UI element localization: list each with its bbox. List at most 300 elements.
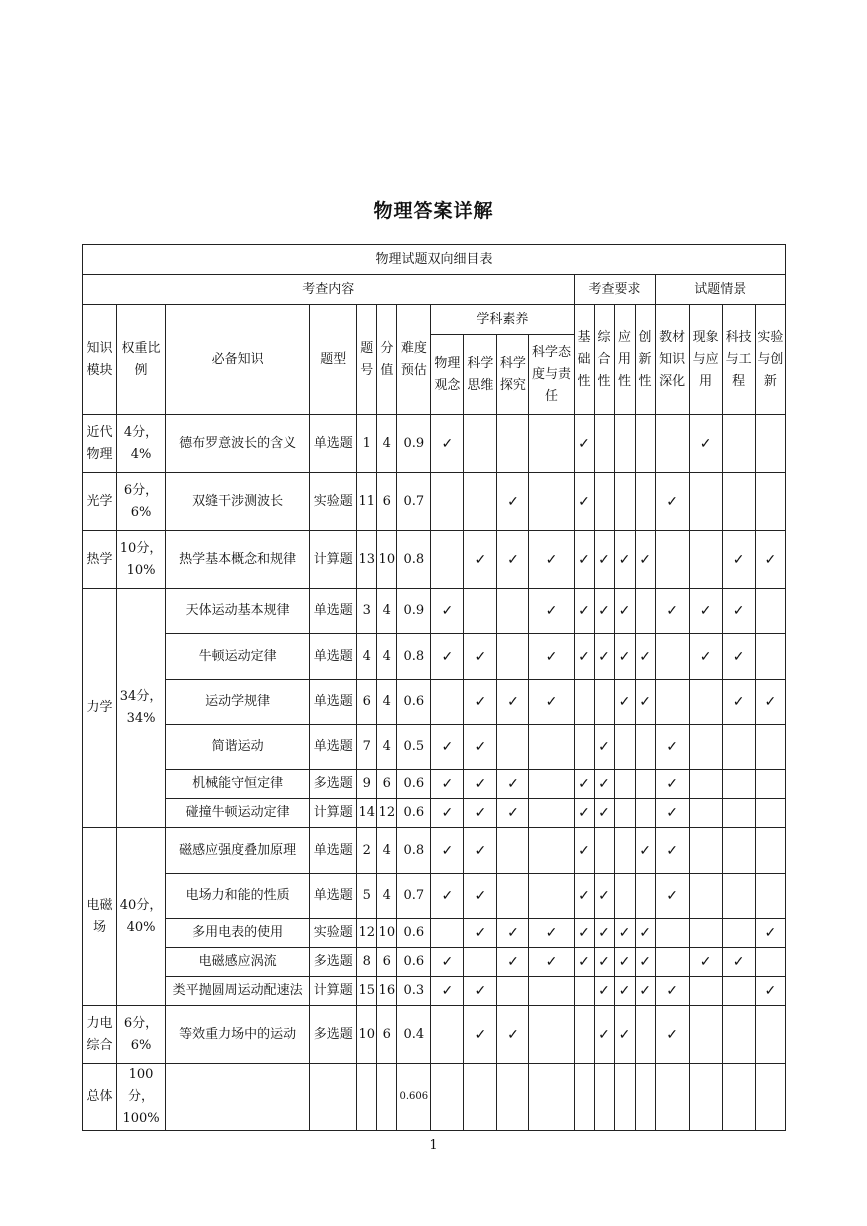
cell-lit-1-check: ✓ — [464, 828, 497, 874]
cell-lit-1 — [464, 589, 497, 634]
cell-req-2 — [614, 799, 635, 828]
cell-ctx-1 — [689, 680, 722, 725]
cell-number: 3 — [357, 589, 377, 634]
cell-req-3-check: ✓ — [635, 948, 655, 977]
cell-req-3 — [635, 799, 655, 828]
cell-difficulty: 0.6 — [397, 680, 431, 725]
cell-req-1-check: ✓ — [594, 874, 614, 919]
cell-empty — [689, 1064, 722, 1131]
cell-difficulty: 0.606 — [397, 1064, 431, 1131]
table-row — [83, 1006, 786, 1064]
cell-difficulty: 0.8 — [397, 828, 431, 874]
cell-ctx-3-check: ✓ — [755, 977, 785, 1006]
cell-weight: 100分，100% — [117, 1064, 166, 1131]
cell-lit-2-check: ✓ — [497, 799, 529, 828]
cell-ctx-1 — [689, 874, 722, 919]
cell-lit-2-check: ✓ — [497, 770, 529, 799]
cell-lit-2-check: ✓ — [497, 473, 529, 531]
cell-ctx-0-check: ✓ — [655, 799, 689, 828]
cell-lit-1-check: ✓ — [464, 919, 497, 948]
cell-lit-1-check: ✓ — [464, 977, 497, 1006]
cell-ctx-2 — [722, 770, 755, 799]
cell-difficulty: 0.6 — [397, 799, 431, 828]
cell-knowledge: 碰撞牛顿运动定律 — [166, 799, 310, 828]
cell-req-3 — [635, 473, 655, 531]
cell-lit-2-check: ✓ — [497, 680, 529, 725]
cell-lit-2 — [497, 977, 529, 1006]
cell-req-1-check: ✓ — [594, 1006, 614, 1064]
cell-ctx-1 — [689, 919, 722, 948]
cell-number: 14 — [357, 799, 377, 828]
col-literacy-group: 学科素养 — [431, 305, 574, 335]
cell-lit-1-check: ✓ — [464, 634, 497, 680]
cell-weight: 34分，34% — [117, 589, 166, 828]
cell-lit-2 — [497, 874, 529, 919]
cell-difficulty: 0.9 — [397, 415, 431, 473]
cell-knowledge: 类平抛圆周运动配速法 — [166, 977, 310, 1006]
table-row-total — [83, 1064, 786, 1131]
cell-req-3 — [635, 874, 655, 919]
cell-empty — [574, 1064, 594, 1131]
col-lit-3: 科学态度与责任 — [529, 335, 574, 415]
cell-weight: 4分，4% — [117, 415, 166, 473]
col-ctx-0: 教材知识深化 — [655, 305, 689, 415]
table-row — [83, 680, 786, 725]
cell-req-2-check: ✓ — [614, 948, 635, 977]
cell-ctx-2-check: ✓ — [722, 531, 755, 589]
cell-ctx-1 — [689, 725, 722, 770]
cell-lit-3-check: ✓ — [529, 919, 574, 948]
cell-ctx-0-check: ✓ — [655, 1006, 689, 1064]
cell-req-0-check: ✓ — [574, 770, 594, 799]
cell-difficulty: 0.8 — [397, 531, 431, 589]
cell-empty — [431, 1064, 464, 1131]
cell-module: 近代物理 — [83, 415, 117, 473]
table-caption: 物理试题双向细目表 — [83, 245, 786, 275]
cell-req-2-check: ✓ — [614, 634, 635, 680]
cell-req-0 — [574, 977, 594, 1006]
cell-ctx-2 — [722, 874, 755, 919]
table-row — [83, 799, 786, 828]
header-content: 考查内容 — [83, 275, 575, 305]
cell-number: 12 — [357, 919, 377, 948]
cell-type: 多选题 — [310, 948, 357, 977]
table-row — [83, 589, 786, 634]
cell-module: 光学 — [83, 473, 117, 531]
cell-ctx-1 — [689, 799, 722, 828]
cell-lit-3 — [529, 977, 574, 1006]
col-weight: 权重比例 — [117, 305, 166, 415]
cell-ctx-1 — [689, 828, 722, 874]
cell-type: 实验题 — [310, 919, 357, 948]
cell-lit-3 — [529, 473, 574, 531]
cell-req-3 — [635, 415, 655, 473]
cell-req-1 — [594, 680, 614, 725]
cell-weight: 40分，40% — [117, 828, 166, 1006]
cell-ctx-3 — [755, 634, 785, 680]
cell-ctx-0-check: ✓ — [655, 725, 689, 770]
cell-score: 6 — [377, 473, 397, 531]
cell-req-0-check: ✓ — [574, 919, 594, 948]
cell-req-2 — [614, 770, 635, 799]
cell-score: 16 — [377, 977, 397, 1006]
cell-difficulty: 0.4 — [397, 1006, 431, 1064]
cell-lit-1 — [464, 948, 497, 977]
cell-score: 4 — [377, 725, 397, 770]
col-module: 知识模块 — [83, 305, 117, 415]
cell-score: 6 — [377, 948, 397, 977]
cell-ctx-0 — [655, 680, 689, 725]
cell-req-0-check: ✓ — [574, 634, 594, 680]
cell-number — [357, 1064, 377, 1131]
cell-req-2 — [614, 874, 635, 919]
cell-lit-2 — [497, 415, 529, 473]
cell-lit-3 — [529, 828, 574, 874]
cell-lit-1-check: ✓ — [464, 874, 497, 919]
cell-empty — [614, 1064, 635, 1131]
cell-ctx-1 — [689, 770, 722, 799]
cell-ctx-3 — [755, 799, 785, 828]
cell-knowledge: 天体运动基本规律 — [166, 589, 310, 634]
cell-req-3 — [635, 725, 655, 770]
cell-req-2 — [614, 725, 635, 770]
table-row — [83, 828, 786, 874]
cell-req-1 — [594, 828, 614, 874]
cell-req-2 — [614, 473, 635, 531]
cell-lit-3-check: ✓ — [529, 680, 574, 725]
cell-lit-3-check: ✓ — [529, 531, 574, 589]
cell-lit-3 — [529, 770, 574, 799]
cell-req-1 — [594, 473, 614, 531]
cell-difficulty: 0.6 — [397, 948, 431, 977]
cell-req-3-check: ✓ — [635, 531, 655, 589]
cell-empty — [755, 1064, 785, 1131]
col-score: 分值 — [377, 305, 397, 415]
cell-ctx-0 — [655, 634, 689, 680]
col-ctx-2: 科技与工程 — [722, 305, 755, 415]
cell-req-1-check: ✓ — [594, 799, 614, 828]
cell-lit-0-check: ✓ — [431, 770, 464, 799]
cell-score: 4 — [377, 680, 397, 725]
cell-knowledge: 德布罗意波长的含义 — [166, 415, 310, 473]
cell-knowledge: 简谐运动 — [166, 725, 310, 770]
page-number: 1 — [429, 1138, 438, 1153]
cell-lit-3 — [529, 874, 574, 919]
cell-type — [310, 1064, 357, 1131]
cell-lit-3 — [529, 799, 574, 828]
cell-ctx-0-check: ✓ — [655, 977, 689, 1006]
cell-ctx-0 — [655, 415, 689, 473]
cell-ctx-2 — [722, 977, 755, 1006]
cell-lit-0-check: ✓ — [431, 828, 464, 874]
cell-req-3-check: ✓ — [635, 977, 655, 1006]
cell-module: 电磁场 — [83, 828, 117, 1006]
cell-score: 4 — [377, 828, 397, 874]
table-row — [83, 874, 786, 919]
cell-knowledge: 牛顿运动定律 — [166, 634, 310, 680]
cell-req-0-check: ✓ — [574, 415, 594, 473]
cell-ctx-1-check: ✓ — [689, 589, 722, 634]
cell-score: 12 — [377, 799, 397, 828]
cell-ctx-3 — [755, 589, 785, 634]
cell-req-1-check: ✓ — [594, 531, 614, 589]
cell-req-0-check: ✓ — [574, 473, 594, 531]
cell-knowledge: 机械能守恒定律 — [166, 770, 310, 799]
cell-lit-2-check: ✓ — [497, 531, 529, 589]
cell-lit-0-check: ✓ — [431, 634, 464, 680]
cell-number: 7 — [357, 725, 377, 770]
col-req-3: 创新性 — [635, 305, 655, 415]
cell-difficulty: 0.5 — [397, 725, 431, 770]
cell-ctx-2 — [722, 473, 755, 531]
cell-lit-3 — [529, 725, 574, 770]
cell-ctx-3-check: ✓ — [755, 919, 785, 948]
cell-type: 单选题 — [310, 415, 357, 473]
cell-req-1-check: ✓ — [594, 725, 614, 770]
col-difficulty: 难度预估 — [397, 305, 431, 415]
col-req-2: 应用性 — [614, 305, 635, 415]
cell-ctx-3 — [755, 770, 785, 799]
cell-number: 13 — [357, 531, 377, 589]
cell-ctx-3 — [755, 874, 785, 919]
table-row — [83, 531, 786, 589]
cell-req-0-check: ✓ — [574, 874, 594, 919]
cell-lit-2 — [497, 828, 529, 874]
cell-score: 10 — [377, 531, 397, 589]
cell-ctx-1 — [689, 1006, 722, 1064]
cell-lit-1 — [464, 415, 497, 473]
cell-ctx-0-check: ✓ — [655, 828, 689, 874]
cell-lit-1-check: ✓ — [464, 1006, 497, 1064]
cell-lit-0 — [431, 1006, 464, 1064]
cell-req-1-check: ✓ — [594, 770, 614, 799]
col-ctx-1: 现象与应用 — [689, 305, 722, 415]
cell-type: 计算题 — [310, 977, 357, 1006]
cell-knowledge: 运动学规律 — [166, 680, 310, 725]
table-row — [83, 948, 786, 977]
cell-ctx-1 — [689, 473, 722, 531]
cell-score: 4 — [377, 589, 397, 634]
cell-weight: 6分，6% — [117, 1006, 166, 1064]
cell-type: 单选题 — [310, 589, 357, 634]
cell-ctx-2 — [722, 919, 755, 948]
cell-knowledge: 多用电表的使用 — [166, 919, 310, 948]
cell-type: 单选题 — [310, 680, 357, 725]
cell-score: 6 — [377, 770, 397, 799]
cell-ctx-3 — [755, 948, 785, 977]
cell-module: 总体 — [83, 1064, 117, 1131]
cell-lit-3 — [529, 415, 574, 473]
cell-ctx-3-check: ✓ — [755, 680, 785, 725]
cell-type: 多选题 — [310, 770, 357, 799]
cell-lit-3-check: ✓ — [529, 589, 574, 634]
cell-ctx-0 — [655, 919, 689, 948]
cell-ctx-3 — [755, 415, 785, 473]
cell-lit-0-check: ✓ — [431, 799, 464, 828]
cell-number: 15 — [357, 977, 377, 1006]
cell-number: 4 — [357, 634, 377, 680]
cell-lit-3 — [529, 1006, 574, 1064]
cell-lit-1-check: ✓ — [464, 725, 497, 770]
cell-lit-0 — [431, 919, 464, 948]
cell-ctx-1-check: ✓ — [689, 634, 722, 680]
cell-req-3-check: ✓ — [635, 680, 655, 725]
cell-req-1-check: ✓ — [594, 919, 614, 948]
header-requirements: 考查要求 — [574, 275, 655, 305]
cell-score: 6 — [377, 1006, 397, 1064]
cell-difficulty: 0.9 — [397, 589, 431, 634]
table-row — [83, 473, 786, 531]
cell-req-0-check: ✓ — [574, 948, 594, 977]
col-number: 题号 — [357, 305, 377, 415]
cell-difficulty: 0.8 — [397, 634, 431, 680]
cell-lit-0-check: ✓ — [431, 725, 464, 770]
cell-ctx-2-check: ✓ — [722, 948, 755, 977]
cell-lit-1-check: ✓ — [464, 799, 497, 828]
cell-score: 4 — [377, 415, 397, 473]
table-row — [83, 634, 786, 680]
cell-req-2 — [614, 828, 635, 874]
cell-knowledge: 电场力和能的性质 — [166, 874, 310, 919]
cell-lit-1 — [464, 473, 497, 531]
cell-req-0 — [574, 1006, 594, 1064]
cell-type: 单选题 — [310, 725, 357, 770]
cell-ctx-2 — [722, 828, 755, 874]
table-row — [83, 770, 786, 799]
cell-req-3-check: ✓ — [635, 828, 655, 874]
table-row — [83, 977, 786, 1006]
cell-req-1-check: ✓ — [594, 589, 614, 634]
cell-ctx-0-check: ✓ — [655, 473, 689, 531]
cell-type: 单选题 — [310, 874, 357, 919]
cell-ctx-2 — [722, 1006, 755, 1064]
cell-req-0 — [574, 680, 594, 725]
cell-req-0-check: ✓ — [574, 799, 594, 828]
cell-req-3 — [635, 770, 655, 799]
cell-lit-0-check: ✓ — [431, 874, 464, 919]
cell-difficulty: 0.7 — [397, 473, 431, 531]
cell-weight: 10分，10% — [117, 531, 166, 589]
cell-ctx-2 — [722, 799, 755, 828]
cell-difficulty: 0.6 — [397, 919, 431, 948]
cell-ctx-2-check: ✓ — [722, 634, 755, 680]
cell-score: 4 — [377, 874, 397, 919]
cell-lit-3-check: ✓ — [529, 948, 574, 977]
page-title: 物理答案详解 — [373, 200, 494, 222]
cell-ctx-0-check: ✓ — [655, 770, 689, 799]
col-ctx-3: 实验与创新 — [755, 305, 785, 415]
cell-req-3-check: ✓ — [635, 634, 655, 680]
cell-lit-0 — [431, 473, 464, 531]
cell-lit-2 — [497, 725, 529, 770]
cell-difficulty: 0.7 — [397, 874, 431, 919]
col-knowledge: 必备知识 — [166, 305, 310, 415]
cell-number: 1 — [357, 415, 377, 473]
cell-knowledge: 双缝干涉测波长 — [166, 473, 310, 531]
cell-req-2-check: ✓ — [614, 531, 635, 589]
cell-number: 5 — [357, 874, 377, 919]
cell-number: 11 — [357, 473, 377, 531]
cell-lit-1-check: ✓ — [464, 680, 497, 725]
cell-req-2-check: ✓ — [614, 589, 635, 634]
cell-req-1-check: ✓ — [594, 634, 614, 680]
cell-difficulty: 0.6 — [397, 770, 431, 799]
cell-empty — [464, 1064, 497, 1131]
cell-lit-0-check: ✓ — [431, 977, 464, 1006]
cell-ctx-3-check: ✓ — [755, 531, 785, 589]
cell-lit-3-check: ✓ — [529, 634, 574, 680]
cell-ctx-0 — [655, 948, 689, 977]
cell-score: 4 — [377, 634, 397, 680]
cell-number: 8 — [357, 948, 377, 977]
cell-knowledge: 电磁感应涡流 — [166, 948, 310, 977]
cell-score: 10 — [377, 919, 397, 948]
cell-number: 10 — [357, 1006, 377, 1064]
cell-ctx-2-check: ✓ — [722, 589, 755, 634]
cell-req-1-check: ✓ — [594, 977, 614, 1006]
cell-empty — [635, 1064, 655, 1131]
cell-ctx-0-check: ✓ — [655, 874, 689, 919]
cell-weight: 6分，6% — [117, 473, 166, 531]
cell-ctx-2 — [722, 415, 755, 473]
cell-score — [377, 1064, 397, 1131]
col-lit-0: 物理观念 — [431, 335, 464, 415]
col-req-0: 基础性 — [574, 305, 594, 415]
cell-empty — [594, 1064, 614, 1131]
cell-empty — [655, 1064, 689, 1131]
cell-knowledge: 磁感应强度叠加原理 — [166, 828, 310, 874]
cell-lit-1-check: ✓ — [464, 531, 497, 589]
cell-lit-0 — [431, 680, 464, 725]
cell-empty — [497, 1064, 529, 1131]
cell-req-3 — [635, 589, 655, 634]
cell-ctx-3 — [755, 828, 785, 874]
cell-ctx-3 — [755, 473, 785, 531]
cell-req-0 — [574, 725, 594, 770]
cell-lit-2 — [497, 589, 529, 634]
cell-req-2-check: ✓ — [614, 680, 635, 725]
cell-lit-0-check: ✓ — [431, 415, 464, 473]
cell-number: 6 — [357, 680, 377, 725]
cell-lit-2-check: ✓ — [497, 919, 529, 948]
col-req-1: 综合性 — [594, 305, 614, 415]
cell-type: 实验题 — [310, 473, 357, 531]
col-type: 题型 — [310, 305, 357, 415]
cell-difficulty: 0.3 — [397, 977, 431, 1006]
cell-ctx-1-check: ✓ — [689, 415, 722, 473]
cell-lit-0 — [431, 531, 464, 589]
cell-ctx-3 — [755, 1006, 785, 1064]
cell-ctx-1 — [689, 977, 722, 1006]
cell-knowledge: 等效重力场中的运动 — [166, 1006, 310, 1064]
cell-lit-2 — [497, 634, 529, 680]
cell-lit-1-check: ✓ — [464, 770, 497, 799]
cell-req-0-check: ✓ — [574, 531, 594, 589]
cell-type: 计算题 — [310, 799, 357, 828]
cell-module: 力电综合 — [83, 1006, 117, 1064]
cell-type: 多选题 — [310, 1006, 357, 1064]
cell-req-3 — [635, 1006, 655, 1064]
cell-ctx-2-check: ✓ — [722, 680, 755, 725]
header-context: 试题情景 — [655, 275, 785, 305]
cell-lit-2-check: ✓ — [497, 948, 529, 977]
cell-ctx-2 — [722, 725, 755, 770]
table-row — [83, 725, 786, 770]
cell-req-1-check: ✓ — [594, 948, 614, 977]
cell-lit-0-check: ✓ — [431, 589, 464, 634]
cell-ctx-0-check: ✓ — [655, 589, 689, 634]
cell-empty — [529, 1064, 574, 1131]
